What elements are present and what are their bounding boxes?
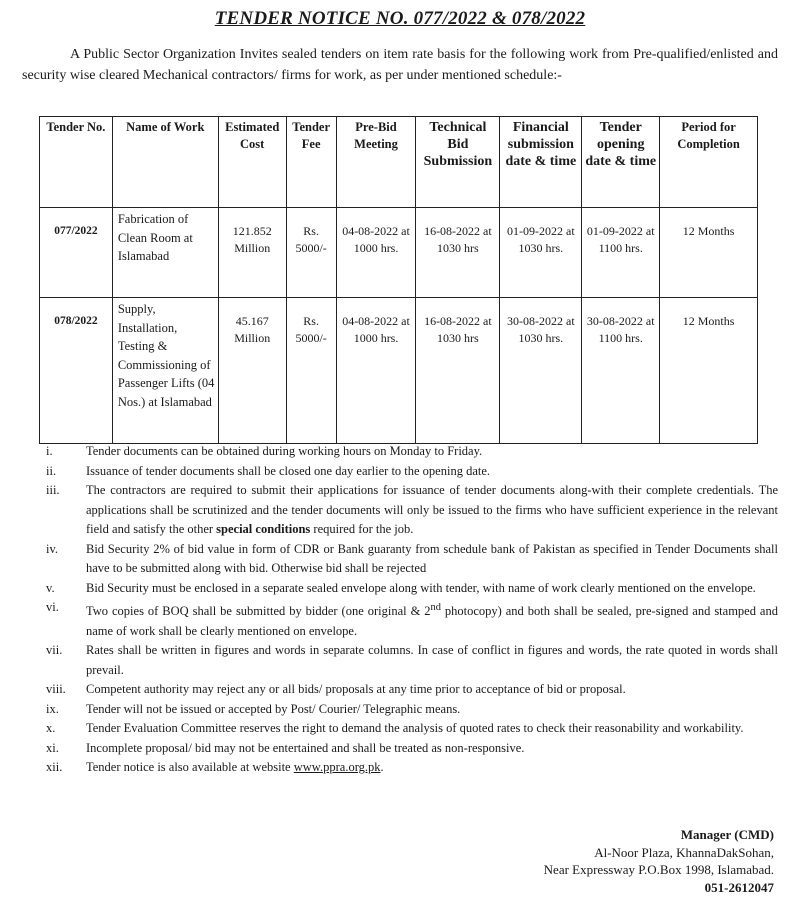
condition-text: Bid Security 2% of bid value in form of CDR or Bank guaranty from schedule bank of Pakistan as specified in Tender Documents shall have to be submitted along with bid. Otherwise bid shall be rejected — [86, 541, 778, 575]
ppra-website-link[interactable]: www.ppra.org.pk — [293, 760, 381, 775]
condition-superscript: nd — [430, 602, 441, 613]
cell-prebid: 04-08-2022 at 1000 hrs. — [336, 208, 416, 298]
table-row — [40, 298, 758, 444]
intro-paragraph: A Public Sector Organization Invites sealed tenders on item rate basis for the following work from Pre-qualified/enlisted and security wise cleared Mechanical contractors/ firms for work, as per under mentioned schedule:- — [22, 47, 778, 83]
table-row — [40, 208, 758, 298]
condition-item — [30, 700, 778, 720]
condition-number: xii. — [46, 760, 63, 775]
condition-number: iii. — [46, 483, 60, 497]
header-period-completion: Period for Completion — [660, 117, 758, 208]
condition-number: x. — [46, 721, 56, 736]
table-header-row — [40, 117, 758, 208]
signatory-title: Manager (CMD) — [680, 827, 774, 842]
condition-item — [30, 579, 778, 599]
condition-text-tail: photocopy) and both shall be sealed, pre-signed and stamped and name of work shall be clearly mentioned on envelope. — [86, 604, 778, 638]
conditions-list — [30, 442, 778, 778]
cell-fee: Rs. 5000/- — [286, 298, 336, 444]
condition-text: Tender Evaluation Committee reserves the right to demand the analysis of quoted rates to check their reasonability and workability. — [86, 721, 744, 736]
condition-text: Rates shall be written in figures and words in separate columns. In case of conflict in figures and words, the rate quoted in words shall prevail. — [86, 643, 778, 677]
condition-emphasis: special conditions — [216, 522, 311, 536]
condition-item — [30, 481, 778, 540]
header-tender-no: Tender No. — [40, 117, 113, 208]
header-tender-opening: Tender opening date & time — [582, 117, 660, 208]
header-prebid-meeting: Pre-Bid Meeting — [336, 117, 416, 208]
condition-text: Bid Security must be enclosed in a separate sealed envelope along with tender, with name of work clearly mentioned on the envelope. — [86, 580, 756, 595]
address-line-2: Near Expressway P.O.Box 1998, Islamabad. — [543, 862, 774, 877]
condition-number: vi. — [46, 600, 59, 614]
condition-item — [30, 680, 778, 700]
header-name-of-work: Name of Work — [112, 117, 218, 208]
condition-item — [30, 719, 778, 739]
condition-item — [30, 739, 778, 759]
cell-work: Supply, Installation, Testing & Commissioning of Passenger Lifts (04 Nos.) at Islamabad — [112, 298, 218, 444]
condition-text: Tender documents can be obtained during working hours on Monday to Friday. — [86, 444, 483, 458]
condition-item — [30, 758, 778, 778]
condition-text: Competent authority may reject any or all bids/ proposals at any time prior to acceptance of bid or proposal. — [86, 682, 626, 697]
cell-work: Fabrication of Clean Room at Islamabad — [112, 208, 218, 298]
schedule-table — [39, 116, 758, 444]
condition-text-tail: required for the job. — [310, 522, 414, 536]
cell-cost: 121.852 Million — [218, 208, 286, 298]
cell-financial: 30-08-2022 at 1030 hrs. — [500, 298, 582, 444]
condition-text: Incomplete proposal/ bid may not be entertained and shall be treated as non-responsive. — [86, 740, 525, 755]
phone-number: 051-2612047 — [704, 879, 774, 895]
condition-number: vii. — [46, 643, 63, 658]
cell-period: 12 Months — [660, 298, 758, 444]
condition-item — [30, 462, 778, 482]
condition-number: xi. — [46, 740, 59, 755]
cell-technical: 16-08-2022 at 1030 hrs — [416, 208, 500, 298]
condition-item — [30, 540, 778, 579]
condition-text: Tender notice is also available at website — [86, 760, 294, 775]
cell-technical: 16-08-2022 at 1030 hrs — [416, 298, 500, 444]
condition-item — [30, 641, 778, 680]
cell-tender-no: 078/2022 — [40, 298, 113, 444]
condition-text: Two copies of BOQ shall be submitted by bidder (one original & 2 — [86, 604, 431, 619]
header-financial-submission: Financial submission date & time — [500, 117, 582, 208]
cell-opening: 01-09-2022 at 1100 hrs. — [582, 208, 660, 298]
condition-text: The contractors are required to submit their applications for issuance of tender documents along-with their complete credentials. The applications shall be scrutinized and the tender documents will only be issued to the firms who have sufficient experience in the relevant field and satisfy the other — [86, 483, 778, 536]
notice-title: TENDER NOTICE NO. 077/2022 & 078/2022 — [214, 8, 586, 29]
condition-number: viii. — [46, 682, 66, 697]
condition-number: iv. — [46, 541, 59, 556]
cell-fee: Rs. 5000/- — [286, 208, 336, 298]
header-technical-bid: Technical Bid Submission — [416, 117, 500, 208]
condition-text: Tender will not be issued or accepted by Post/ Courier/ Telegraphic means. — [86, 701, 461, 716]
cell-opening: 30-08-2022 at 1100 hrs. — [582, 298, 660, 444]
header-tender-fee: Tender Fee — [286, 117, 336, 208]
cell-tender-no: 077/2022 — [40, 208, 113, 298]
condition-number: i. — [46, 444, 53, 458]
condition-number: ii. — [46, 463, 57, 478]
condition-text: Issuance of tender documents shall be closed one day earlier to the opening date. — [86, 463, 491, 478]
condition-number: ix. — [46, 701, 59, 716]
header-estimated-cost: Estimated Cost — [218, 117, 286, 208]
signature-block — [544, 826, 774, 896]
address-line-1: Al-Noor Plaza, KhannaDakSohan, — [594, 844, 774, 860]
cell-financial: 01-09-2022 at 1030 hrs. — [500, 208, 582, 298]
condition-number: v. — [46, 580, 55, 595]
condition-item — [30, 598, 778, 641]
cell-cost: 45.167 Million — [218, 298, 286, 444]
condition-item — [30, 442, 778, 462]
condition-text-tail: . — [380, 760, 384, 775]
cell-prebid: 04-08-2022 at 1000 hrs. — [336, 298, 416, 444]
cell-period: 12 Months — [660, 208, 758, 298]
